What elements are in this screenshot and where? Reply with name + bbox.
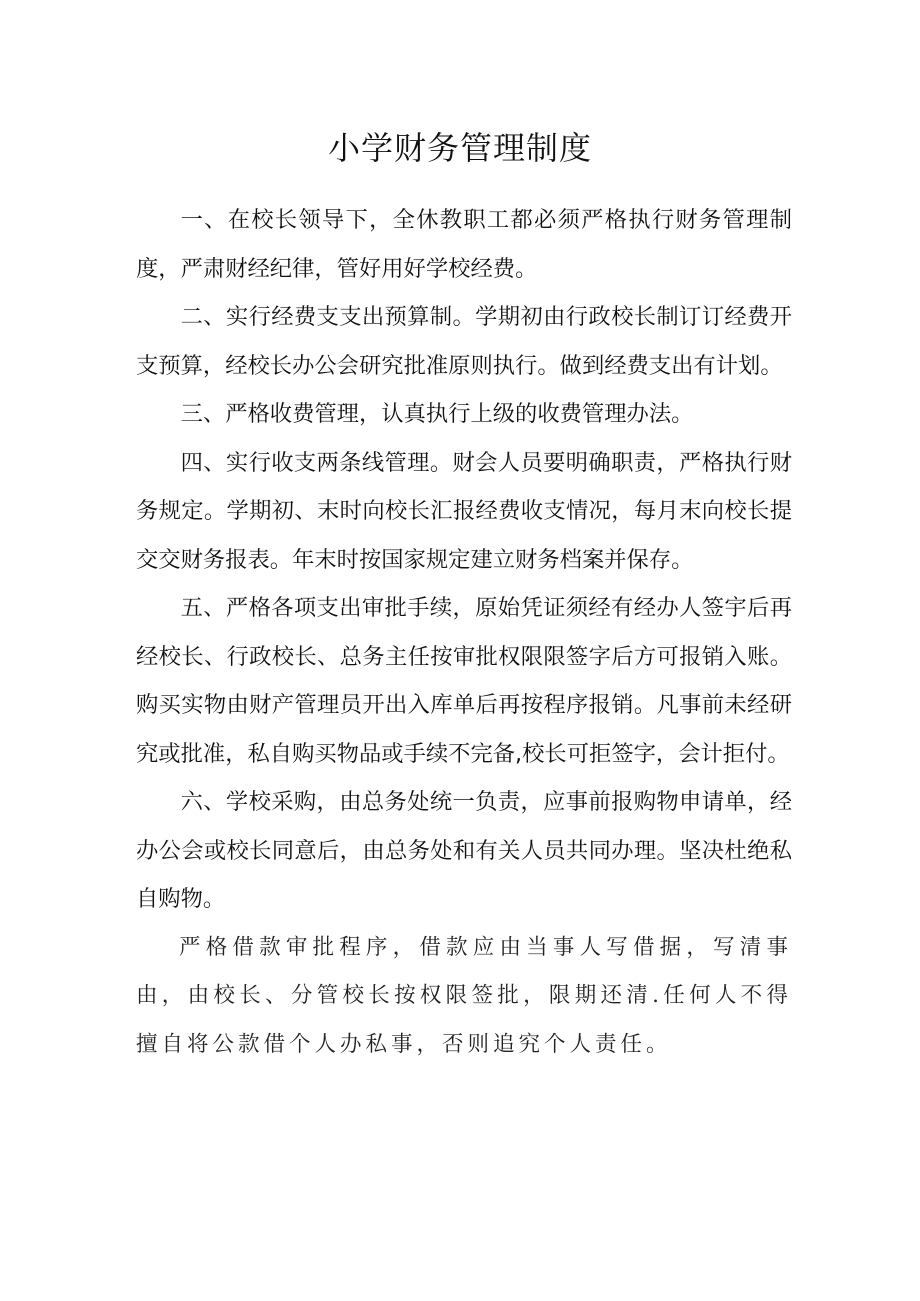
paragraph-3: 三、严格收费管理，认真执行上级的收费管理办法。: [180, 401, 694, 427]
paragraph-2: 二、实行经费支支出预算制。学期初由行政校长制订订经费开支预算，经校长办公会研究批准原则执行。做到经费支出有计划。: [136, 304, 792, 379]
paragraph-5: 五、严格各项支出审批手续，原始凭证须经有经办人签宇后再经校长、行政校长、总务主任按审批权限限签字后方可报销入账。购买实物由财产管理员开出入库单后再按程序报销。凡事前未经研究或批准，私自购买物品或手续不完备,校长可拒签字，会计拒付。: [136, 595, 792, 767]
paragraph-4: 四、实行收支两条线管理。财会人员要明确职责，严格执行财务规定。学期初、末时向校长汇报经费收支情况，每月末向校长提交交财务报表。年末时按国家规定建立财务档案并保存。: [136, 449, 792, 573]
paragraph-6: 六、学校采购，由总务处统一负责，应事前报购物申请单，经办公会或校长同意后，由总务处和有关人员共同办理。坚决杜绝私自购物。: [136, 789, 792, 912]
paragraph-1: 一、在校长领导下，全休教职工都必须严格执行财务管理制度，严肃财经纪律，管好用好学校经费。: [136, 207, 792, 282]
document-title: 小学财务管理制度: [327, 129, 592, 167]
paragraph-7: 严格借款审批程序，借款应由当事人写借据，写清事由，由校长、分管校长按权限签批，限期还清.任何人不得擅自将公款借个人办私事，否则追究个人责任。: [136, 934, 792, 1057]
document-body: [136, 196, 792, 1069]
